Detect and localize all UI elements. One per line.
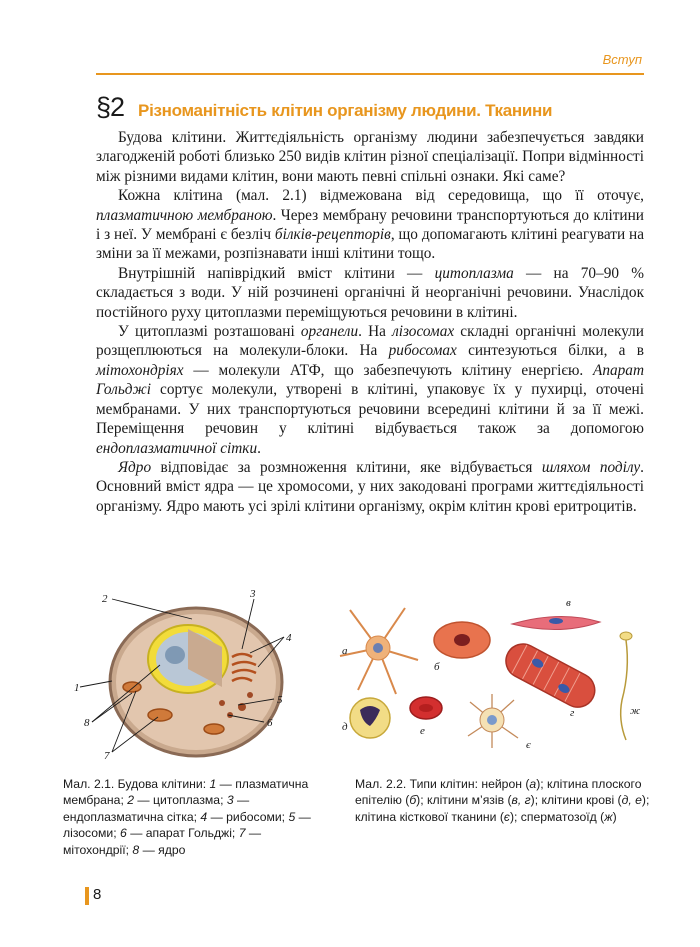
text-run: Будова клітини. Життєдіяльність організму людини забезпечується завдяки злагодженій роботі близько 250 видів клітин різної спеціалізації. Попри відмінності між різними видами клітин, вони мають певні спільні ознаки. Які саме? bbox=[96, 129, 644, 185]
figure-label: б bbox=[434, 661, 440, 673]
cell-structure-figure bbox=[72, 587, 302, 762]
italic-term: білків-рецепторів bbox=[274, 226, 391, 244]
figure-label: г bbox=[570, 707, 575, 719]
italic-term: в, г bbox=[511, 793, 531, 808]
header-rule bbox=[96, 73, 644, 75]
figure-label: 3 bbox=[250, 588, 256, 600]
text-run: Кожна клітина (мал. 2.1) відмежована від середовища, що її оточує, bbox=[118, 187, 644, 205]
paragraph bbox=[96, 458, 644, 516]
text-run: Мал. 2.2. Типи клітин: нейрон ( bbox=[355, 777, 530, 791]
paragraph bbox=[96, 186, 644, 264]
figure-label: 2 bbox=[102, 593, 108, 605]
figure-caption bbox=[355, 776, 650, 825]
text-run: , що допомагають клітині реагувати на зміни за її межами, розпізнавати інші клітини тощо. bbox=[96, 226, 644, 263]
figure-label: є bbox=[526, 739, 531, 751]
page-number: 8 bbox=[93, 886, 102, 903]
italic-term: рибосомах bbox=[388, 342, 457, 360]
italic-term: 1 bbox=[209, 777, 217, 791]
text-run: — ендоплазматична сітка; bbox=[63, 793, 250, 824]
text-run: синтезуються білки, а в bbox=[456, 342, 644, 360]
italic-term: лізосомах bbox=[392, 323, 455, 341]
italic-term: 8 bbox=[132, 842, 140, 857]
italic-term: шляхом поділу bbox=[541, 458, 641, 476]
text-run: — на 70–90 % складається з води. У ній розчинені органічні й неорганічні речовини. Унаслідок постійного руху цитоплазми переміщуються речовини в клітині. bbox=[96, 264, 644, 321]
figure-label: д bbox=[342, 721, 348, 733]
italic-term: 7 bbox=[238, 826, 246, 841]
text-run: відповідає за розмноження клітини, яке відбувається bbox=[151, 458, 542, 476]
italic-term: 2 bbox=[127, 793, 134, 808]
text-run: — мітохондрії; bbox=[63, 826, 262, 857]
italic-term: 5 bbox=[288, 809, 296, 824]
figure-label: 8 bbox=[84, 717, 90, 729]
italic-term: 3 bbox=[226, 793, 234, 808]
text-run: — цитоплазма; bbox=[134, 793, 227, 808]
text-run: ); клітина кісткової тканини ( bbox=[355, 793, 650, 824]
text-run: ); клітини крові ( bbox=[530, 793, 622, 808]
text-run: . На bbox=[358, 323, 393, 341]
text-run: — молекули АТФ, що забезпечують клітину енергією. bbox=[183, 361, 593, 379]
figure-label: а bbox=[342, 645, 348, 657]
italic-term: ж bbox=[604, 809, 613, 824]
body-text bbox=[96, 128, 644, 516]
text-run: Мал. 2.1. Будова клітини: bbox=[63, 777, 210, 791]
italic-term: ендоплазматичної сітки bbox=[96, 439, 258, 457]
italic-term: 6 bbox=[120, 826, 127, 841]
figure-label: е bbox=[420, 725, 425, 737]
text-run: — ядро bbox=[139, 842, 186, 857]
figure-label: в bbox=[566, 597, 571, 609]
text-run: Внутрішній напіврідкий вміст клітини — bbox=[118, 264, 435, 282]
paragraph bbox=[96, 128, 644, 186]
text-run: — лізосоми; bbox=[63, 809, 311, 841]
section-heading bbox=[96, 92, 656, 123]
figure-label: 7 bbox=[104, 750, 110, 762]
italic-term: є bbox=[503, 809, 510, 824]
italic-term: Апарат Гольджі bbox=[96, 361, 644, 399]
text-run: — рибосоми; bbox=[207, 809, 289, 824]
cell-types-figure bbox=[330, 590, 648, 760]
text-run: — апарат Гольджі; bbox=[126, 826, 239, 841]
paragraph bbox=[96, 264, 644, 322]
italic-term: плазматичною мембраною bbox=[96, 206, 273, 224]
text-run: складні органічні молекули розщеплюються на молекули-блоки. На bbox=[96, 323, 644, 360]
italic-term: органели bbox=[300, 323, 359, 341]
italic-term: мітохондріях bbox=[96, 361, 184, 379]
italic-term: б bbox=[409, 793, 417, 808]
text-run: . Основний вміст ядра — це хромосоми, у них закодовані програми життєдіяльності організму. Ядро мають усі зрілі клітини організму, окрім клітин крові еритроцитів. bbox=[96, 458, 644, 515]
figure-label: ж bbox=[630, 705, 641, 717]
figure-label: 4 bbox=[286, 632, 292, 644]
text-run: У цитоплазмі розташовані bbox=[118, 323, 301, 341]
section-title: Різноманітність клітин організму людини. Тканини bbox=[138, 101, 553, 120]
page-marker bbox=[85, 887, 89, 905]
text-run: ) bbox=[612, 809, 617, 824]
text-run: . bbox=[257, 439, 261, 457]
section-label: Вступ bbox=[602, 52, 642, 67]
italic-term: д, е bbox=[621, 793, 642, 808]
text-run: ); сперматозоїд ( bbox=[509, 809, 605, 824]
italic-term: а bbox=[529, 777, 537, 791]
text-run: сортує молекули, утворені в клітині, упаковує їх у пухирці, оточені мембранами. У них транспортуються речовини всередині клітини й за її межі. Переміщення речовин у клітині відбувається також за допомогою bbox=[96, 381, 644, 438]
text-run: ); клітини м’язів ( bbox=[416, 793, 512, 808]
text-run: . Через мембрану речовини транспортуються до клітини і з неї. У мембрані є безліч bbox=[96, 206, 644, 244]
italic-term: Ядро bbox=[118, 458, 152, 476]
text-run: — плазматична мембрана; bbox=[63, 777, 309, 808]
figure-label: 6 bbox=[267, 717, 273, 729]
italic-term: 4 bbox=[200, 809, 208, 824]
figure-caption bbox=[63, 776, 313, 858]
section-number: §2 bbox=[96, 92, 125, 122]
figure-label: 5 bbox=[277, 694, 283, 706]
italic-term: цитоплазма bbox=[434, 264, 514, 282]
paragraph bbox=[96, 322, 644, 458]
figure-label: 1 bbox=[74, 682, 80, 694]
text-run: ); клітина плоского епітелію ( bbox=[355, 777, 642, 808]
